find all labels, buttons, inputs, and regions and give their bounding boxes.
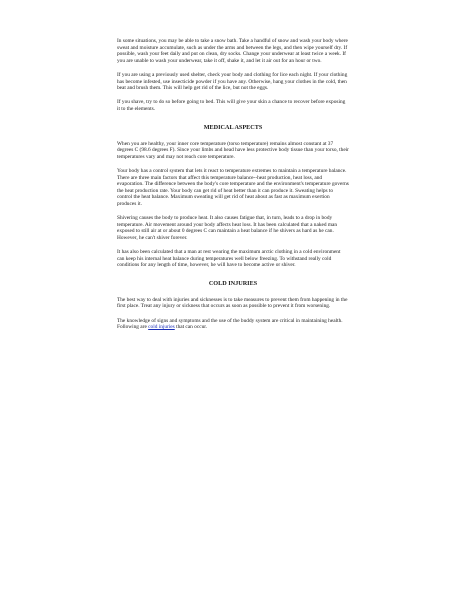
- paragraph-shivering: Shivering causes the body to produce heat. It also causes fatigue that, in turn, leads to a drop in body temperature. Air movement around your body affects heat loss. It has been calculated that a naked man exposed to still air at or about 0 degrees C can maintain a heat balance if he shivers as hard as he can. However, he can't shiver forever.: [117, 215, 338, 241]
- paragraph-buddy-system: [117, 318, 349, 331]
- paragraph-core-temperature: When you are healthy, your inner core temperature (torso temperature) remains almost constant at 37 degrees C (98.6 degrees F). Since your limbs and head have less protective body tissue than your torso, their temperatures vary and may not reach core temperature.: [117, 140, 349, 160]
- paragraph-text-before-link: The knowledge of signs and symptoms and the use of the buddy system are critical in maintaining health. Following are: [117, 317, 343, 331]
- paragraph-text-after-link: that can occur.: [174, 324, 208, 331]
- section-heading-cold-injuries: COLD INJURIES: [208, 280, 258, 288]
- paragraph-shaving: If you shave, try to do so before going to bed. This will give your skin a chance to recover before exposing it to the elements.: [117, 99, 346, 112]
- paragraph-lice: If you are using a previously used shelter, check your body and clothing for lice each night. If your clothing has become infested, use insecticide powder if you have any. Otherwise, hang your clothes in the cold, then beat and brush them. This will help get rid of the lice, but not the eggs.: [117, 71, 348, 92]
- section-heading-medical-aspects: MEDICAL ASPECTS: [203, 124, 263, 132]
- paragraph-prevention: The best way to deal with injuries and sicknesses is to take measures to prevent them from happening in the first place. Treat any injury or sickness that occurs as soon as possible to prevent it from worsening.: [117, 296, 348, 310]
- paragraph-snow-bath: In some situations, you may be able to take a snow bath. Take a handful of snow and wash your body where sweat and moisture accumulate, such as under the arms and between the legs, and then wipe yourself dry. If possible, wash your feet daily and put on clean, dry socks. Change your underwear at least twice a week. If you are unable to wash your underwear, take it off, shake it, and let it air out for an hour or two.: [117, 38, 348, 64]
- cold-injuries-link[interactable]: cold injuries: [148, 324, 175, 331]
- paragraph-arctic-clothing: It has also been calculated that a man at rest wearing the maximum arctic clothing in a cold environment can keep his internal heat balance during temperatures well below freezing. To withstand really cold conditions for any length of time, however, he will have to become active or shiver.: [117, 249, 341, 269]
- document-page: [117, 38, 349, 338]
- paragraph-temperature-balance: Your body has a control system that lets it react to temperature extremes to maintain a temperature balance. There are three main factors that affect this temperature balance--heat production, heat loss, and evaporation. The difference between the body's core temperature and the environment's temperature governs the heat production rate. Your body can get rid of heat better than it can produce it. Sweating helps to control the heat balance. Maximum sweating will get rid of heat about as fast as maximum exertion produces it.: [117, 167, 349, 207]
